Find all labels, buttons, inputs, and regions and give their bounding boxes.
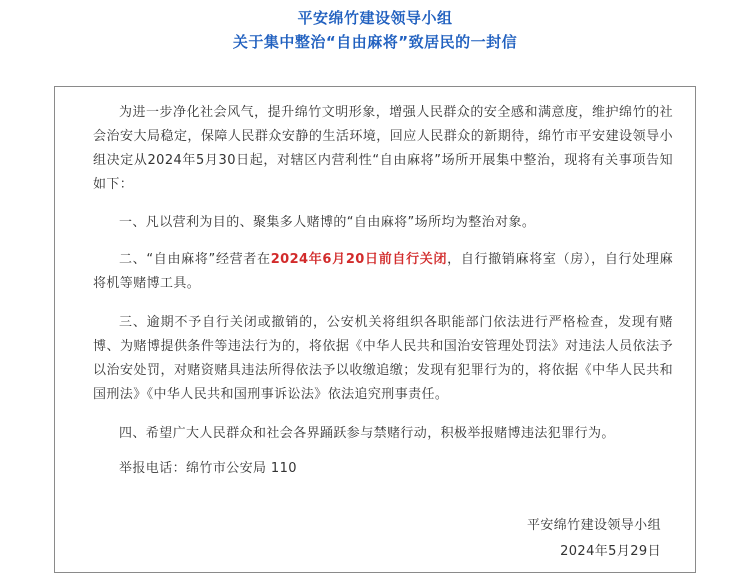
report-phone-line: 举报电话：绵竹市公安局 110 xyxy=(119,461,297,476)
signature-organization: 平安绵竹建设领导小组 xyxy=(526,518,661,533)
item-1-paragraph: 一、凡以营利为目的、聚集多人赌博的“自由麻将”场所均为整治对象。 xyxy=(119,215,536,230)
item-2-prefix: 二、“自由麻将”经营者在 xyxy=(119,252,271,267)
item-2-suffix: ，自行撤销麻将室（房），自行处理麻将机等赌博工具。 xyxy=(93,252,673,291)
signature-date: 2024年5月29日 xyxy=(560,544,661,559)
intro-paragraph: 为进一步净化社会风气，提升绵竹文明形象，增强人民群众的安全感和满意度，维护绵竹的社会治安大局稳定，保障人民群众安静的生活环境，回应人民群众的新期待，绵竹市平安建设领导小组决定从2024年5月30日起，对辖区内营利性“自由麻将”场所开展集中整治，现将有关事项告知如下： xyxy=(93,105,673,192)
deadline-highlight: 2024年6月20日前自行关闭 xyxy=(270,252,448,267)
issuer-title: 平安绵竹建设领导小组 xyxy=(297,9,453,27)
letter-subject-title: 关于集中整治“自由麻将”致居民的一封信 xyxy=(232,33,518,51)
item-4-paragraph: 四、希望广大人民群众和社会各界踊跃参与禁赌行动，积极举报赌博违法犯罪行为。 xyxy=(119,426,615,441)
item-2-paragraph xyxy=(93,248,673,296)
item-3-paragraph: 三、逾期不予自行关闭或撤销的，公安机关将组织各职能部门依法进行严格检查，发现有赌博、为赌博提供条件等违法行为的，将依据《中华人民共和国治安管理处罚法》对违法人员依法予以治安处罚，对赌资赌具违法所得依法予以收缴追缴；发现有犯罪行为的，将依据《中华人民共和国刑法》《中华人民共和国刑事诉讼法》依法追究刑事责任。 xyxy=(93,315,673,402)
letter-header xyxy=(0,6,750,54)
letter-body-box xyxy=(54,86,696,573)
